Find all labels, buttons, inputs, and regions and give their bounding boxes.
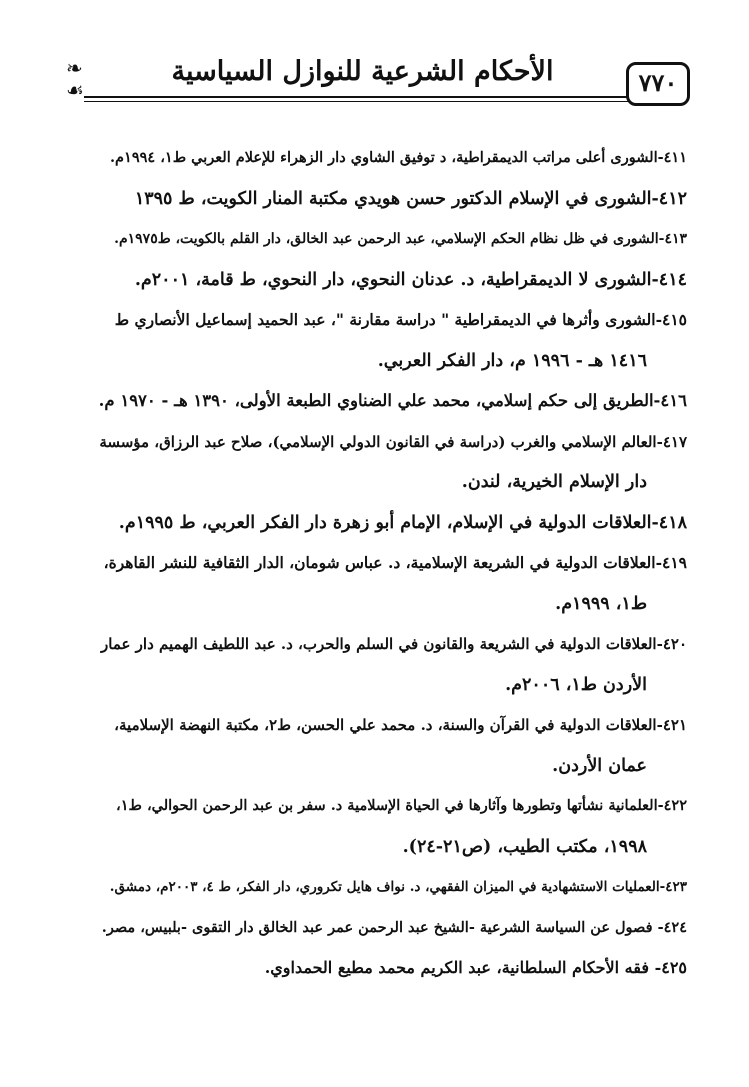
reference-continuation: الأردن ط١، ٢٠٠٦م.	[505, 674, 647, 695]
reference-entry: ٤١٦-الطريق إلى حكم إسلامي، محمد علي الضناوي الطبعة الأولى، ١٣٩٠ هـ - ١٩٧٠ م.	[98, 391, 687, 410]
reference-entry: ٤١٣-الشورى في ظل نظام الحكم الإسلامي، عبد الرحمن عبد الخالق، دار القلم بالكويت، ط١٩٧٥م.	[114, 231, 687, 247]
ornament-icon: ❧	[66, 56, 83, 80]
reference-entry: ٤١٨-العلاقات الدولية في الإسلام، الإمام أبو زهرة دار الفكر العربي، ط ١٩٩٥م.	[118, 512, 687, 533]
reference-entry: ٤٢١-العلاقات الدولية في القرآن والسنة، د. محمد علي الحسن، ط٢، مكتبة النهضة الإسلامية،	[114, 716, 687, 734]
reference-entry: ٤١٥-الشورى وأثرها في الديمقراطية " دراسة مقارنة "، عبد الحميد إسماعيل الأنصاري ط	[114, 310, 687, 329]
ornament-icon: ☙	[66, 78, 84, 102]
reference-entry: ٤٢٢-العلمانية نشأتها وتطورها وآثارها في الحياة الإسلامية د. سفر بن عبد الرحمن الحوالي، ط١،	[116, 797, 687, 814]
reference-continuation: ١٩٩٨، مكتب الطيب، (ص٢١-٢٤).	[402, 836, 647, 857]
reference-entry: ٤٢٤- فصول عن السياسة الشرعية -الشيخ عبد الرحمن عمر عبد الخالق دار التقوى -بلبيس، مصر.	[101, 918, 687, 936]
reference-entry: ٤٢٠-العلاقات الدولية في الشريعة والقانون في السلم والحرب، د. عبد اللطيف الهميم دار عمار	[101, 635, 687, 653]
reference-entry: ٤١٤-الشورى لا الديمقراطية، د. عدنان النحوي، دار النحوي، ط قامة، ٢٠٠١م.	[134, 269, 687, 290]
reference-entry: ٤١٩-العلاقات الدولية في الشريعة الإسلامية، د. عباس شومان، الدار الثقافية للنشر القاهرة،	[103, 553, 687, 572]
reference-entry: ٤١١-الشورى أعلى مراتب الديمقراطية، د توفيق الشاوي دار الزهراء للإعلام العربي ط١، ١٩٩٤م.	[110, 149, 687, 166]
reference-list	[97, 138, 687, 989]
running-title: الأحكام الشرعية للنوازل السياسية	[171, 56, 554, 87]
header-divider	[84, 96, 642, 98]
reference-continuation: ١٤١٦ هـ - ١٩٩٦ م، دار الفكر العربي.	[377, 350, 647, 371]
reference-continuation: ط١، ١٩٩٩م.	[555, 593, 647, 614]
header-divider	[84, 101, 642, 102]
reference-entry: ٤٢٥- فقه الأحكام السلطانية، عبد الكريم محمد مطيع الحمداوي.	[264, 958, 687, 977]
reference-entry: ٤١٧-العالم الإسلامي والغرب (دراسة في القانون الدولي الإسلامي)، صلاح عبد الرزاق، مؤسسة	[99, 432, 687, 451]
reference-entry: ٤٢٣-العمليات الاستشهادية في الميزان الفقهي، د. نواف هايل تكروري، دار الفكر، ط ٤، ٢٠٠٣م، دمشق.	[109, 879, 687, 895]
page-number: ٧٧٠	[626, 62, 690, 106]
reference-continuation: دار الإسلام الخيرية، لندن.	[461, 472, 647, 492]
page-header	[66, 52, 690, 118]
reference-continuation: عمان الأردن.	[552, 755, 647, 776]
reference-entry: ٤١٢-الشورى في الإسلام الدكتور حسن هويدي مكتبة المنار الكويت، ط ١٣٩٥	[134, 188, 687, 209]
